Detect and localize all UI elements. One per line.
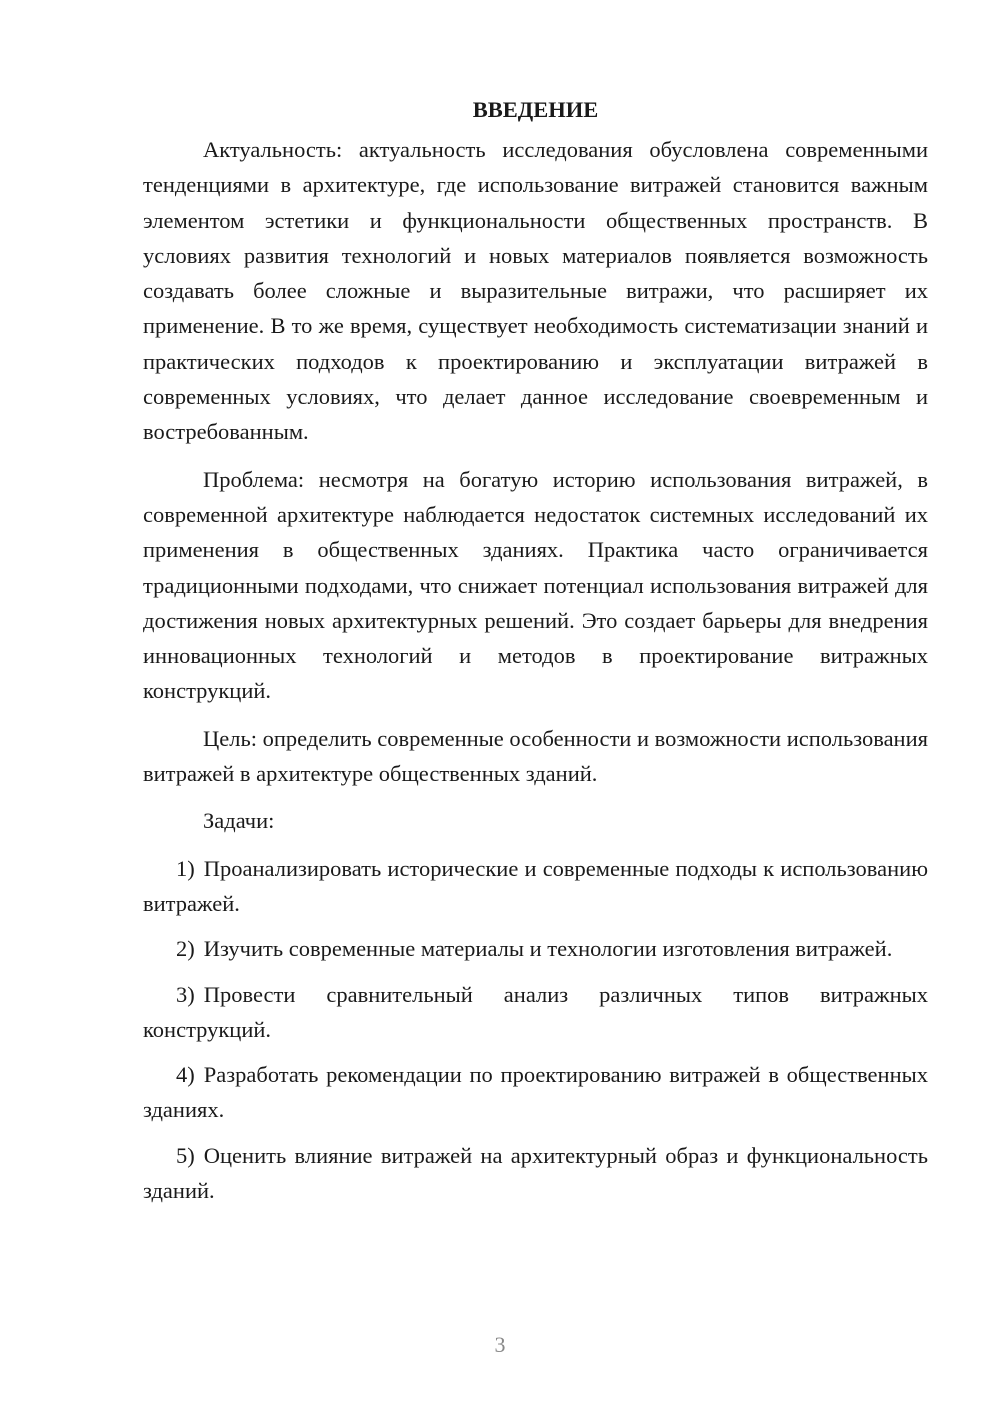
- task-item: [143, 977, 928, 1048]
- page-number: 3: [494, 1332, 506, 1357]
- task-text: Провести сравнительный анализ различных типов витражных конструкций.: [143, 981, 928, 1042]
- task-number: 5): [176, 1142, 195, 1168]
- task-item: [143, 1057, 928, 1128]
- task-text: Оценить влияние витражей на архитектурный образ и функциональность зданий.: [143, 1142, 928, 1204]
- paragraph-tasks-heading: Задачи:: [203, 808, 275, 834]
- task-number: 1): [176, 855, 195, 881]
- task-item: [143, 1138, 928, 1209]
- task-item: [143, 851, 928, 922]
- task-item: [143, 931, 928, 966]
- task-number: 3): [176, 981, 195, 1007]
- task-text: Проанализировать исторические и современные подходы к использованию витражей.: [143, 855, 928, 916]
- paragraph-relevance: Актуальность: актуальность исследования обусловлена современными тенденциями в архитектуре, где использование витражей становится важным элементом эстетики и функциональности общественных пространств. В условиях развития технологий и новых материалов появляется возможность создавать более сложные и выразительные витражи, что расширяет их применение. В то же время, существует необходимость систематизации знаний и практических подходов к проектированию и эксплуатации витражей в современных условиях, что делает данное исследование своевременным и востребованным.: [143, 137, 928, 445]
- task-text: Изучить современные материалы и технологии изготовления витражей.: [203, 936, 893, 962]
- section-title: ВВЕДЕНИЕ: [472, 97, 599, 122]
- document-page: [143, 92, 928, 1218]
- task-number: 4): [176, 1062, 195, 1088]
- paragraph-problem: Проблема: несмотря на богатую историю использования витражей, в современной архитектуре наблюдается недостаток системных исследований их применения в общественных зданиях. Практика часто ограничивается традиционными подходами, что снижает потенциал использования витражей для достижения новых архитектурных решений. Это создает барьеры для внедрения инновационных технологий и методов в проектирование витражных конструкций.: [143, 466, 928, 704]
- task-number: 2): [176, 936, 195, 962]
- paragraph-goal: Цель: определить современные особенности и возможности использования витражей в архитектуре общественных зданий.: [143, 725, 928, 787]
- task-text: Разработать рекомендации по проектированию витражей в общественных зданиях.: [143, 1062, 928, 1123]
